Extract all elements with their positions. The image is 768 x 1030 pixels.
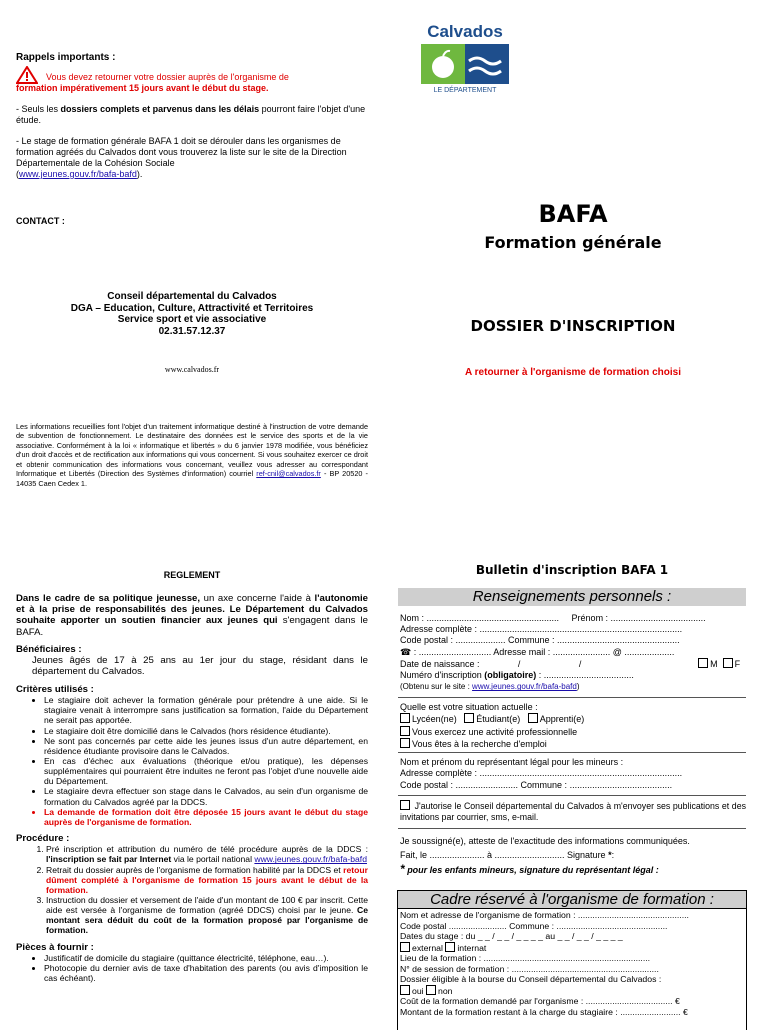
criteres-list xyxy=(16,695,368,827)
situation-question: Quelle est votre situation actuelle : xyxy=(400,702,538,712)
cadre-lieu-field[interactable]: Lieu de la formation : ..................................................................... xyxy=(400,953,651,963)
piece-item: • Justificatif de domicile du stagiaire (quittance électricité, téléphone, eau…). xyxy=(44,953,368,963)
divider xyxy=(398,752,746,753)
adresse-field[interactable]: Adresse complète : ................................................................................. xyxy=(400,624,683,635)
representant-block xyxy=(400,757,746,791)
mineurs-note: * pour les enfants mineurs, signature du représentant légal : xyxy=(400,862,659,876)
critere-item-red: • La demande de formation doit être déposée 15 jours avant le début du stage auprès de l'organisme de formation. xyxy=(44,807,368,827)
contact-block xyxy=(16,291,368,337)
reglement-title: REGLEMENT xyxy=(163,570,221,580)
procedure-link[interactable]: www.jeunes.gouv.fr/bafa-bafd xyxy=(254,854,367,865)
numero-row[interactable]: Numéro d'inscription (obligatoire) : .................................... xyxy=(400,670,634,681)
cadre-cout-field[interactable]: Coût de la formation demandé par l'organisme : .................................... € xyxy=(400,996,680,1006)
emploi-checkbox[interactable] xyxy=(400,738,410,748)
nom-field[interactable]: Nom : ..................................................... xyxy=(400,613,560,623)
cadre-session-field[interactable]: N° de session de formation : ............................................................. xyxy=(400,963,659,974)
obtenu-note: (Obtenu sur le site : www.jeunes.gouv.fr/bafa-bafd) xyxy=(400,682,580,692)
stage-text: - Le stage de formation générale BAFA 1 doit se dérouler dans les organismes de formation agréés du Calvados dont vous trouverez la liste sur le site de la Direction Départementale de la Cohésion Sociale (www.jeunes.gouv.fr/bafa-bafd). xyxy=(16,136,347,179)
privacy-email-link[interactable]: ref-cnil@calvados.fr xyxy=(256,469,321,479)
piece-item: • Photocopie du dernier avis de taxe d'habitation des parents (ou avis d'imposition le cas échéant). xyxy=(44,963,368,983)
procedure-step: 1. Pré inscription et attribution du numéro de télé procédure auprès de la DDCS : l'inscription se fait par Internet via le portail national www.jeunes.gouv.fr/bafa-bafd xyxy=(46,844,368,864)
non-checkbox[interactable] xyxy=(426,985,436,995)
regime-row: external internat xyxy=(400,942,744,954)
rappels-title: Rappels importants : xyxy=(16,52,116,63)
externat-checkbox[interactable] xyxy=(400,942,410,952)
representant-label: Nom et prénom du représentant légal pour les mineurs : xyxy=(400,757,624,767)
seuls-text: - Seuls les dossiers complets et parvenus dans les délais pourront faire l'objet d'une étude. xyxy=(16,104,366,126)
contact-line: Conseil départemental du Calvados xyxy=(107,291,277,302)
formation-subtitle: Formation générale xyxy=(484,233,662,253)
procedure-step: 3. Instruction du dossier et versement de l'aide d'un montant de 100 € par inscrit. Cette aide est versée à l'organisme de formation (agréé DDCS) choisi par le jeune. Ce montant sera déduit du coût de la formation proposé par l'organisme de formation. xyxy=(46,895,368,936)
title-block xyxy=(398,200,748,253)
contact-line: Service sport et vie associative xyxy=(117,314,267,325)
obtenu-link[interactable]: www.jeunes.gouv.fr/bafa-bafd xyxy=(472,682,577,692)
etudiant-checkbox[interactable] xyxy=(464,713,474,723)
cadre-header: Cadre réservé à l'organisme de formation : xyxy=(398,891,746,909)
cadre-code-field[interactable]: Code postal ........................ Commune : .............................................. xyxy=(400,920,668,931)
cadre-nom-field[interactable]: Nom et adresse de l'organisme de formation : .............................................. xyxy=(400,910,689,920)
procedure-step: 2. Retrait du dossier auprès de l'organisme de formation habilité par la DDCS et retour dûment complété à l'organisme de formation 15 jours avant le début de la formation. xyxy=(46,865,368,895)
pieces-title: Pièces à fournir : xyxy=(16,941,94,953)
pieces-list xyxy=(16,953,368,983)
situation-row: Vous exercez une activité professionnelle xyxy=(400,726,746,738)
calvados-logo xyxy=(420,22,510,102)
sexe-f-checkbox[interactable] xyxy=(723,658,733,668)
logo-text: Calvados xyxy=(427,22,503,41)
contact-line: DGA – Education, Culture, Attractivité et Territoires xyxy=(70,302,314,314)
reglement-section xyxy=(16,570,368,983)
logo-emblem-icon xyxy=(421,44,509,84)
reglement-intro: Dans le cadre de sa politique jeunesse, un axe concerne l'aide à l'autonomie et à la prise de responsabilités des jeunes. Le Département du Calvados souhaite apporter un soutien financier aux jeunes qui s'engagent dans le BAFA. xyxy=(16,592,369,638)
activite-checkbox[interactable] xyxy=(400,726,410,736)
situation-row: Lycéen(ne) Étudiant(e) Apprenti(e) xyxy=(400,713,746,725)
critere-item: • Ne sont pas concernés par cette aide les jeunes issus d'un autre département, en résidence étudiante provisoire dans le Calvados. xyxy=(44,736,368,756)
criteres-title: Critères utilisés : xyxy=(16,683,94,695)
divider xyxy=(398,828,746,829)
perso-header: Renseignements personnels : xyxy=(398,588,746,606)
fait-row[interactable]: Fait, le ...................... à ............................ Signature *: xyxy=(400,850,615,860)
warning-line-2: formation impérativement 15 jours avant le début du stage. xyxy=(16,83,269,94)
retour-note: A retourner à l'organisme de formation choisi xyxy=(465,367,681,378)
cadre-eligible-label: Dossier éligible à la bourse du Conseil départemental du Calvados : xyxy=(400,974,662,984)
naissance-row: Date de naissance : / / M F xyxy=(400,658,741,669)
cadre-reserve xyxy=(397,890,747,1030)
sexe-m-checkbox[interactable] xyxy=(698,658,708,668)
privacy-notice: Les informations recueillies font l'objet d'un traitement informatique destiné à l'instruction de votre demande de subvention de fonctionnement. Le destinataire des données est le service des sports et de la vie associative. Conformément à la loi « informatique et libertés » du 6 janvier 1978 modifiée, vous bénéficiez d'un droit d'accès et de rectification aux informations qui vous concernent. Si vous souhaitez exercer ce droit et obtenir communication des informations vous concernant, veuillez vous adresser au correspondant Informatique et Libertés (Direction des Systèmes d'information) courriel ref-cnil@calvados.fr - BP 20520 - 14035 Caen Cedex 1. xyxy=(16,422,368,488)
autorise-checkbox[interactable] xyxy=(400,800,410,810)
prenom-field[interactable]: Prénom : ...................................... xyxy=(571,613,706,623)
warning-line-1: Vous devez retourner votre dossier auprès de l'organisme de xyxy=(46,72,289,83)
situation-row: Vous êtes à la recherche d'emploi xyxy=(400,738,746,750)
critere-item: • Le stagiaire devra effectuer son stage dans le Calvados, au sein d'un organisme de formation du Calvados agréé par la DDCS. xyxy=(44,786,368,806)
critere-item: • En cas d'échec aux évaluations (théorique et/ou pratique), les dépenses supplémentaires qui pourraient être induites ne feront pas l'objet d'une nouvelle aide du Département. xyxy=(44,756,368,786)
autorise-row: J'autorise le Conseil départemental du Calvados à m'envoyer ses publications et des invitations par courrier, sms, e-mail. xyxy=(400,801,746,823)
beneficiaires-text: Jeunes âgés de 17 à 25 ans au 1er jour du stage, résidant dans le département du Calvados. xyxy=(32,655,368,678)
rep-code-field[interactable]: Code postal : ......................... Commune : ......................................... xyxy=(400,779,673,790)
situation-block xyxy=(400,702,746,751)
procedure-list xyxy=(16,844,368,935)
beneficiaires-title: Bénéficiaires : xyxy=(16,643,82,655)
procedure-title: Procédure : xyxy=(16,832,70,844)
cadre-dates-field[interactable]: Dates du stage : du _ _ / _ _ / _ _ _ _ au _ _ / _ _ / _ _ _ _ xyxy=(400,931,623,941)
eligible-row: oui non xyxy=(400,985,744,997)
stage-link[interactable]: www.jeunes.gouv.fr/bafa-bafd xyxy=(19,168,137,179)
divider xyxy=(398,795,746,796)
signature-block xyxy=(400,834,746,877)
bulletin-title: Bulletin d'inscription BAFA 1 xyxy=(475,563,669,577)
divider xyxy=(398,697,746,698)
oui-checkbox[interactable] xyxy=(400,985,410,995)
perso-form xyxy=(400,613,746,692)
apprenti-checkbox[interactable] xyxy=(528,713,538,723)
contact-phone: 02.31.57.12.37 xyxy=(158,325,226,337)
critere-item: • Le stagiaire doit être domicilié dans le Calvados (hors résidence étudiante). xyxy=(44,726,368,736)
code-postal-field[interactable]: Code postal : .................... Commune : ................................................. xyxy=(400,635,680,646)
bafa-title: BAFA xyxy=(538,200,608,228)
lyceen-checkbox[interactable] xyxy=(400,713,410,723)
nom-row xyxy=(400,613,746,624)
rep-adresse-field[interactable]: Adresse complète : ................................................................................. xyxy=(400,768,683,779)
critere-item: • Le stagiaire doit achever la formation générale pour prétendre à une aide. Si le stagiaire venait à interrompre sans justification sa formation, l'aide du Département ne serait pas apportée. xyxy=(44,695,368,725)
contact-title: CONTACT : xyxy=(16,215,65,226)
tel-mail-field[interactable]: ☎ : ............................. Adresse mail : ....................... @ .................... xyxy=(400,646,675,657)
cadre-montant-field[interactable]: Montant de la formation restant à la charge du stagiaire : ......................... € xyxy=(400,1006,688,1017)
logo-subtitle: LE DÉPARTEMENT xyxy=(433,86,497,94)
website-text: www.calvados.fr xyxy=(164,365,220,374)
dossier-title: DOSSIER D'INSCRIPTION xyxy=(470,317,676,335)
warning-icon xyxy=(16,66,38,87)
internat-checkbox[interactable] xyxy=(445,942,455,952)
soussigne-text: Je soussigné(e), atteste de l'exactitude des informations communiquées. xyxy=(400,836,690,846)
rappels-section xyxy=(16,52,368,227)
